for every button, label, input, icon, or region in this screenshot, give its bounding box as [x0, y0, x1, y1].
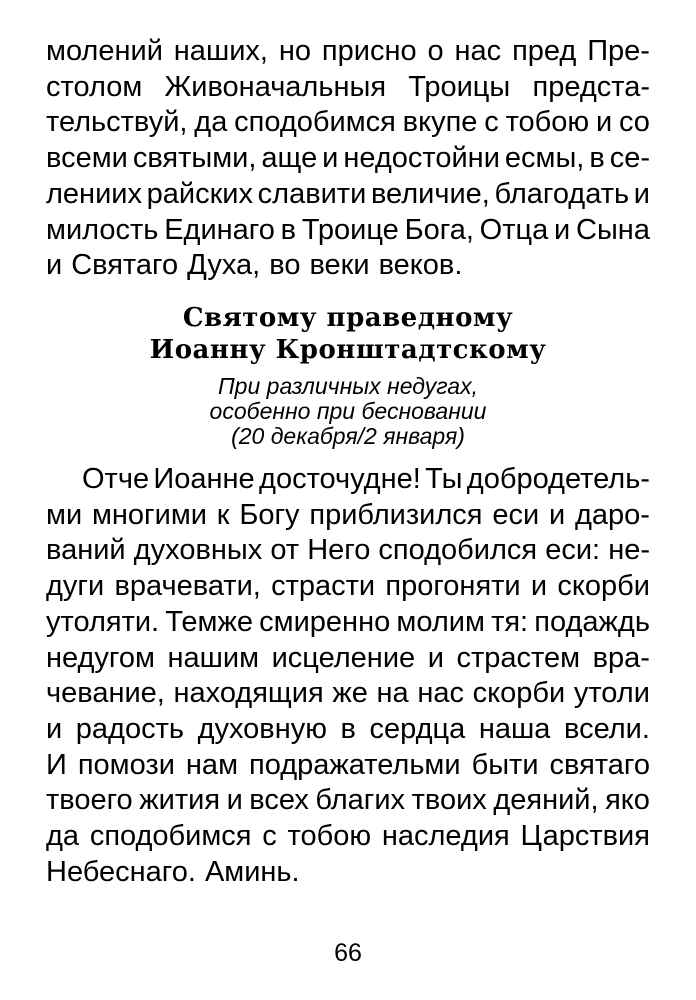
prayer-heading-line-2: Иоанну Кронштадтскому — [149, 335, 547, 365]
text-line: тельствуй, да сподобимся вкупе с тобою и со — [46, 106, 650, 139]
text-line: недугом нашим исцеление и страстем вра- — [46, 641, 650, 674]
text-line: Отче Иоанне досточудне! Ты добродетель- — [82, 463, 650, 495]
prayer-date: (20 декабря/2 января) — [231, 423, 465, 449]
text-line: чевание, находящия же на нас скорби утоли — [46, 677, 650, 710]
prayer-subtitle-line-2: особенно при бесновании — [209, 398, 487, 424]
text-line: лениих райских славити величие, благодать и — [46, 177, 650, 210]
text-line: молений наших, но присно о нас пред Пре- — [46, 35, 650, 67]
text-line: и Святаго Духа, во веки веков. — [46, 249, 463, 282]
prayer-heading-line-1: Святому праведному — [182, 303, 514, 333]
text-line: ми многими к Богу приблизился еси и даро- — [46, 498, 650, 531]
text-line: столом Живоначальныя Троицы предста- — [46, 70, 650, 103]
text-line: утоляти. Темже смиренно молим тя: подаждь — [46, 605, 650, 638]
prayer-subtitle-line-1: При различных недугах, — [218, 373, 478, 399]
text-line: милость Единаго в Троице Бога, Отца и Сына — [46, 213, 650, 246]
page-number: 66 — [334, 939, 362, 967]
text-line: всеми святыми, аще и недостойни есмы, в се- — [46, 142, 650, 175]
text-line: и радость духовную в сердца наша всели. — [46, 712, 650, 745]
text-line: да сподобимся с тобою наследия Царствия — [46, 820, 650, 852]
text-line: дуги врачевати, страсти прогоняти и скорби — [46, 570, 650, 603]
text-line: Небеснаго. Аминь. — [46, 855, 300, 888]
text-line: твоего жития и всех благих твоих деяний, яко — [46, 784, 650, 817]
text-line: ваний духовных от Него сподобился еси: не- — [46, 534, 650, 567]
text-line: И помози нам подражательми быти святаго — [46, 748, 650, 781]
